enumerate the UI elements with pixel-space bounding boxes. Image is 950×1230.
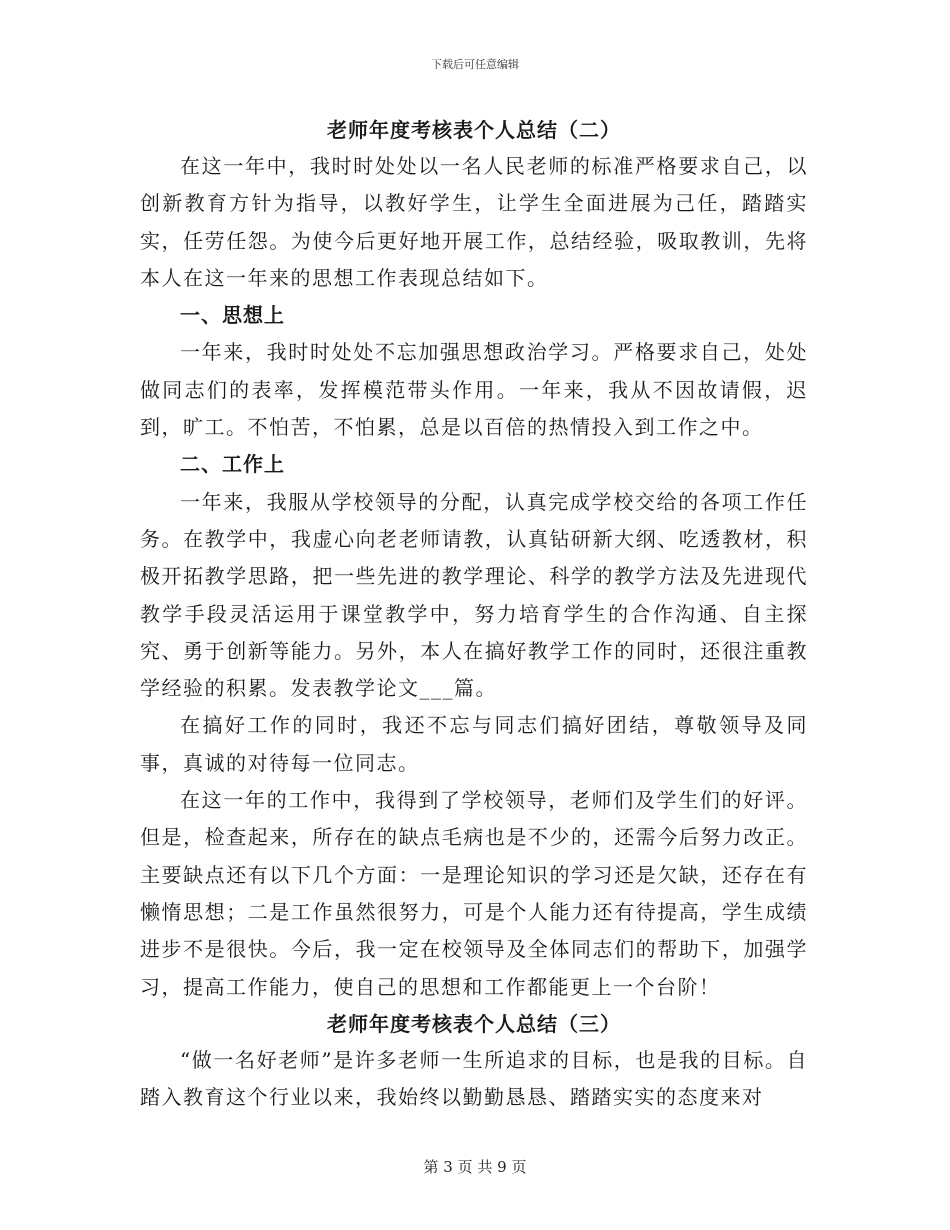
- intro-paragraph: 在这一年中，我时时处处以一名人民老师的标准严格要求自己，以创新教育方针为指导，以教好学生，让学生全面进展为己任，踏踏实实，任劳任怨。为使今后更好地开展工作，总结经验，吸取教训，先将本人在这一年来的思想工作表现总结如下。: [140, 154, 808, 290]
- heading-thought: 一、思想上: [180, 303, 285, 328]
- paragraph-work: 一年来，我服从学校领导的分配，认真完成学校交给的各项工作任务。在教学中，我虚心向老老师请教，认真钻研新大纲、吃透教材，积极开拓教学思路，把一些先进的教学理论、科学的教学方法及先进现代教学手段灵活运用于课堂教学中，努力培育学生的合作沟通、自主探究、勇于创新等能力。另外，本人在搞好教学工作的同时，还很注重教学经验的积累。发表教学论文___篇。: [140, 489, 808, 701]
- paragraph-good-teacher: “做一名好老师”是许多老师一生所追求的目标，也是我的目标。自踏入教育这个行业以来，我始终以勤勤恳恳、踏踏实实的态度来对: [140, 1047, 808, 1110]
- page-number-footer: 第 3 页 共 9 页: [423, 1158, 527, 1176]
- document-body: [140, 112, 808, 1116]
- paragraph-shortcomings: 在这一年的工作中，我得到了学校领导，老师们及学生们的好评。但是，检查起来，所存在的缺点毛病也是不少的，还需今后努力改正。主要缺点还有以下几个方面：一是理论知识的学习还是欠缺，还存在有懒惰思想；二是工作虽然很努力，可是个人能力还有待提高，学生成绩进步不是很快。今后，我一定在校领导及全体同志们的帮助下，加强学习，提高工作能力，使自己的思想和工作都能更上一个台阶！: [140, 788, 808, 999]
- header-note: 下载后可任意编辑: [431, 58, 519, 71]
- heading-work: 二、工作上: [180, 452, 285, 477]
- section-title-3: 老师年度考核表个人总结（三）: [327, 1011, 621, 1036]
- paragraph-unity: 在搞好工作的同时，我还不忘与同志们搞好团结，尊敬领导及同事，真诚的对待每一位同志。: [140, 713, 808, 775]
- paragraph-thought: 一年来，我时时处处不忘加强思想政治学习。严格要求自己，处处做同志们的表率，发挥模范带头作用。一年来，我从不因故请假，迟到，旷工。不怕苦，不怕累，总是以百倍的热情投入到工作之中。: [140, 340, 808, 440]
- section-title-2: 老师年度考核表个人总结（二）: [327, 118, 621, 142]
